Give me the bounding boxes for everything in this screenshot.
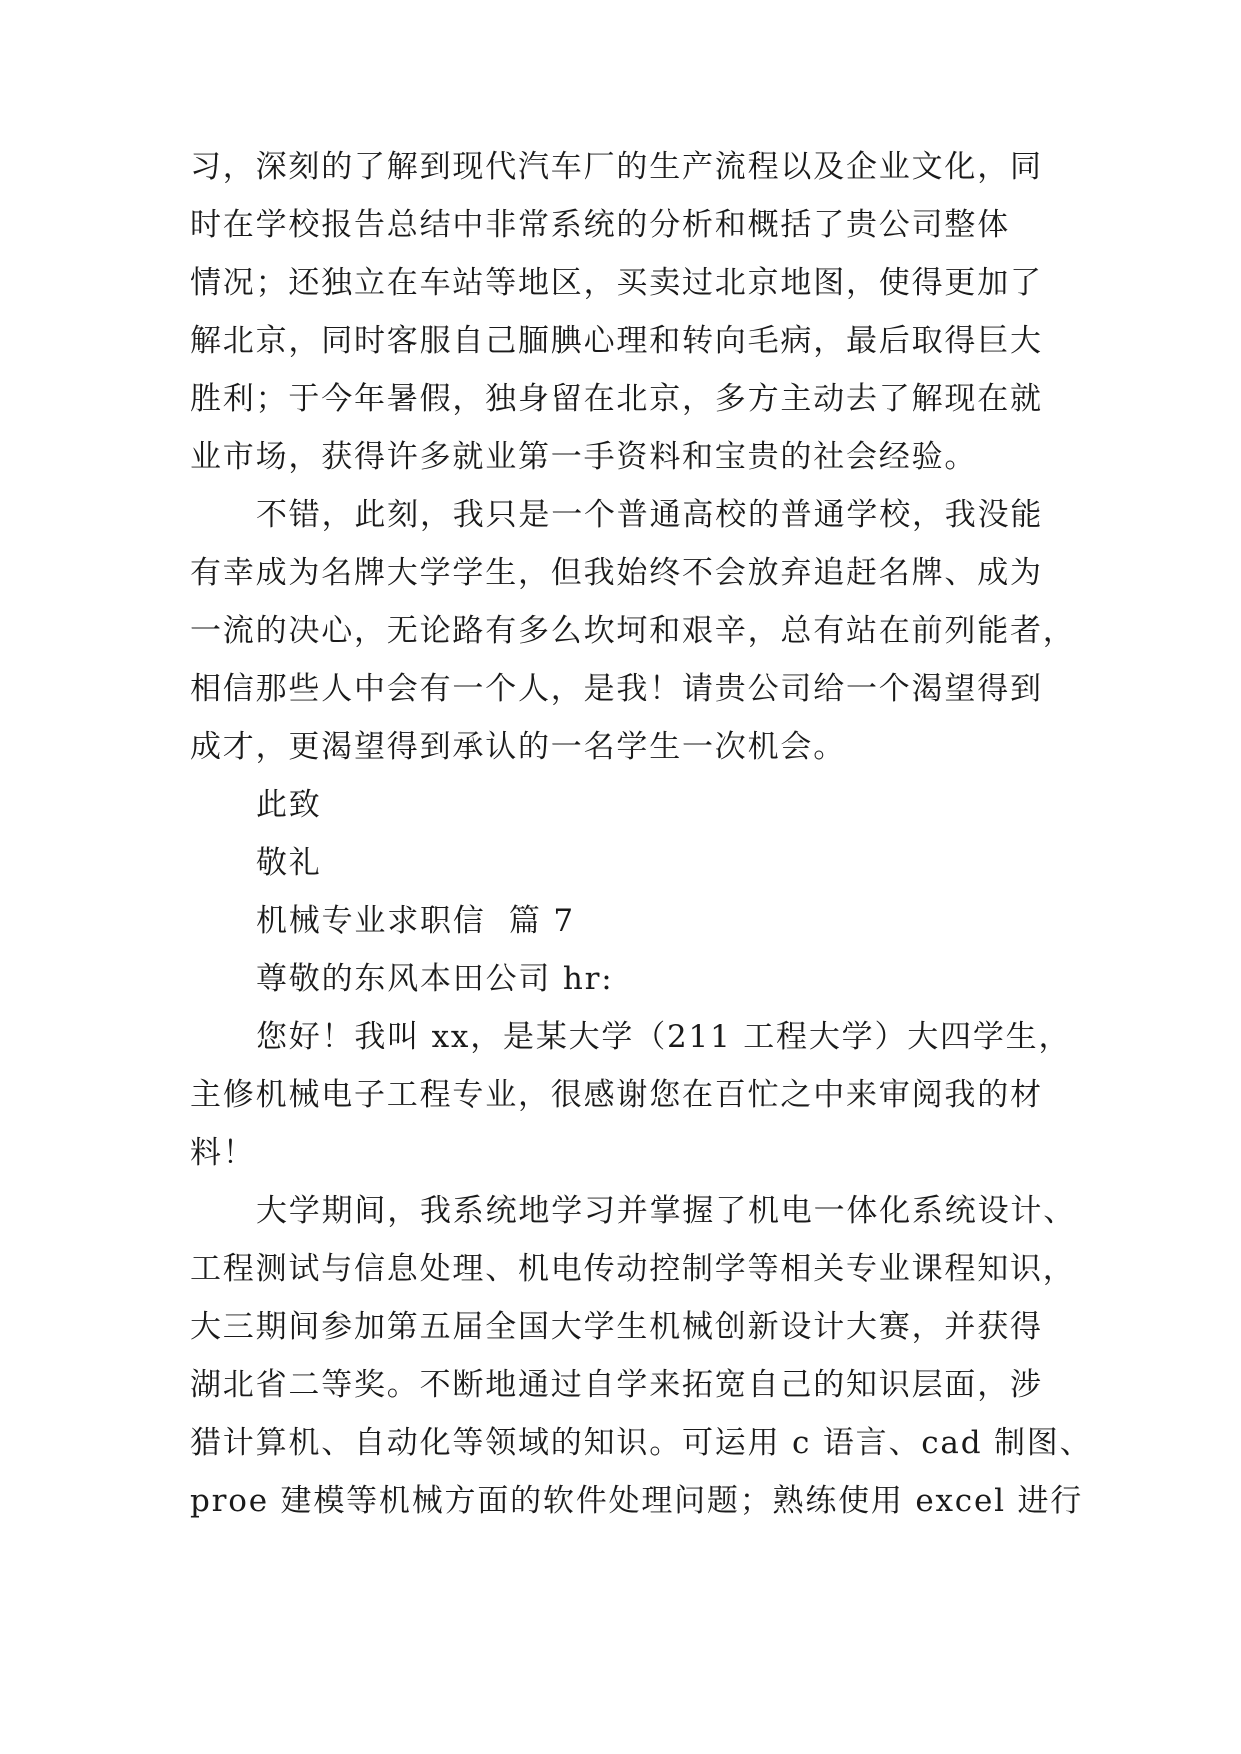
paragraph-line: 一流的决心，无论路有多么坎坷和艰辛，总有站在前列能者， — [190, 613, 1076, 649]
paragraph-line: 相信那些人中会有一个人，是我！请贵公司给一个渴望得到 — [190, 671, 1043, 707]
paragraph-line: 时在学校报告总结中非常系统的分析和概括了贵公司整体 — [190, 207, 1010, 243]
salutation: 尊敬的东风本田公司 hr: — [256, 961, 614, 997]
paragraph-line: 工程测试与信息处理、机电传动控制学等相关专业课程知识， — [190, 1251, 1076, 1287]
paragraph-line: 您好！我叫 xx，是某大学（211 工程大学）大四学生， — [256, 1019, 1072, 1055]
paragraph-line: 胜利；于今年暑假，独身留在北京，多方主动去了解现在就 — [190, 381, 1043, 417]
closing-line: 此致 — [256, 787, 322, 823]
paragraph-line: 解北京，同时客服自己腼腆心理和转向毛病，最后取得巨大 — [190, 323, 1043, 359]
paragraph-line: 大学期间，我系统地学习并掌握了机电一体化系统设计、 — [256, 1193, 1076, 1229]
paragraph-line: 猎计算机、自动化等领域的知识。可运用 c 语言、cad 制图、 — [190, 1425, 1093, 1461]
paragraph-line: 情况；还独立在车站等地区，买卖过北京地图，使得更加了 — [190, 265, 1043, 301]
paragraph-line: 习，深刻的了解到现代汽车厂的生产流程以及企业文化，同 — [190, 149, 1043, 185]
section-heading: 机械专业求职信 篇 7 — [256, 903, 575, 939]
paragraph-line: 业市场，获得许多就业第一手资料和宝贵的社会经验。 — [190, 439, 978, 475]
paragraph-line: 有幸成为名牌大学学生，但我始终不会放弃追赶名牌、成为 — [190, 555, 1043, 591]
closing-line: 敬礼 — [256, 845, 322, 881]
paragraph-line: proe 建模等机械方面的软件处理问题；熟练使用 excel 进行 — [190, 1483, 1084, 1519]
paragraph-line: 湖北省二等奖。不断地通过自学来拓宽自己的知识层面，涉 — [190, 1367, 1043, 1403]
paragraph-line: 大三期间参加第五届全国大学生机械创新设计大赛，并获得 — [190, 1309, 1043, 1345]
paragraph-line: 料！ — [190, 1135, 256, 1171]
paragraph-line: 不错，此刻，我只是一个普通高校的普通学校，我没能 — [256, 497, 1044, 533]
paragraph-line: 主修机械电子工程专业，很感谢您在百忙之中来审阅我的材 — [190, 1077, 1043, 1113]
paragraph-line: 成才，更渴望得到承认的一名学生一次机会。 — [190, 729, 846, 765]
